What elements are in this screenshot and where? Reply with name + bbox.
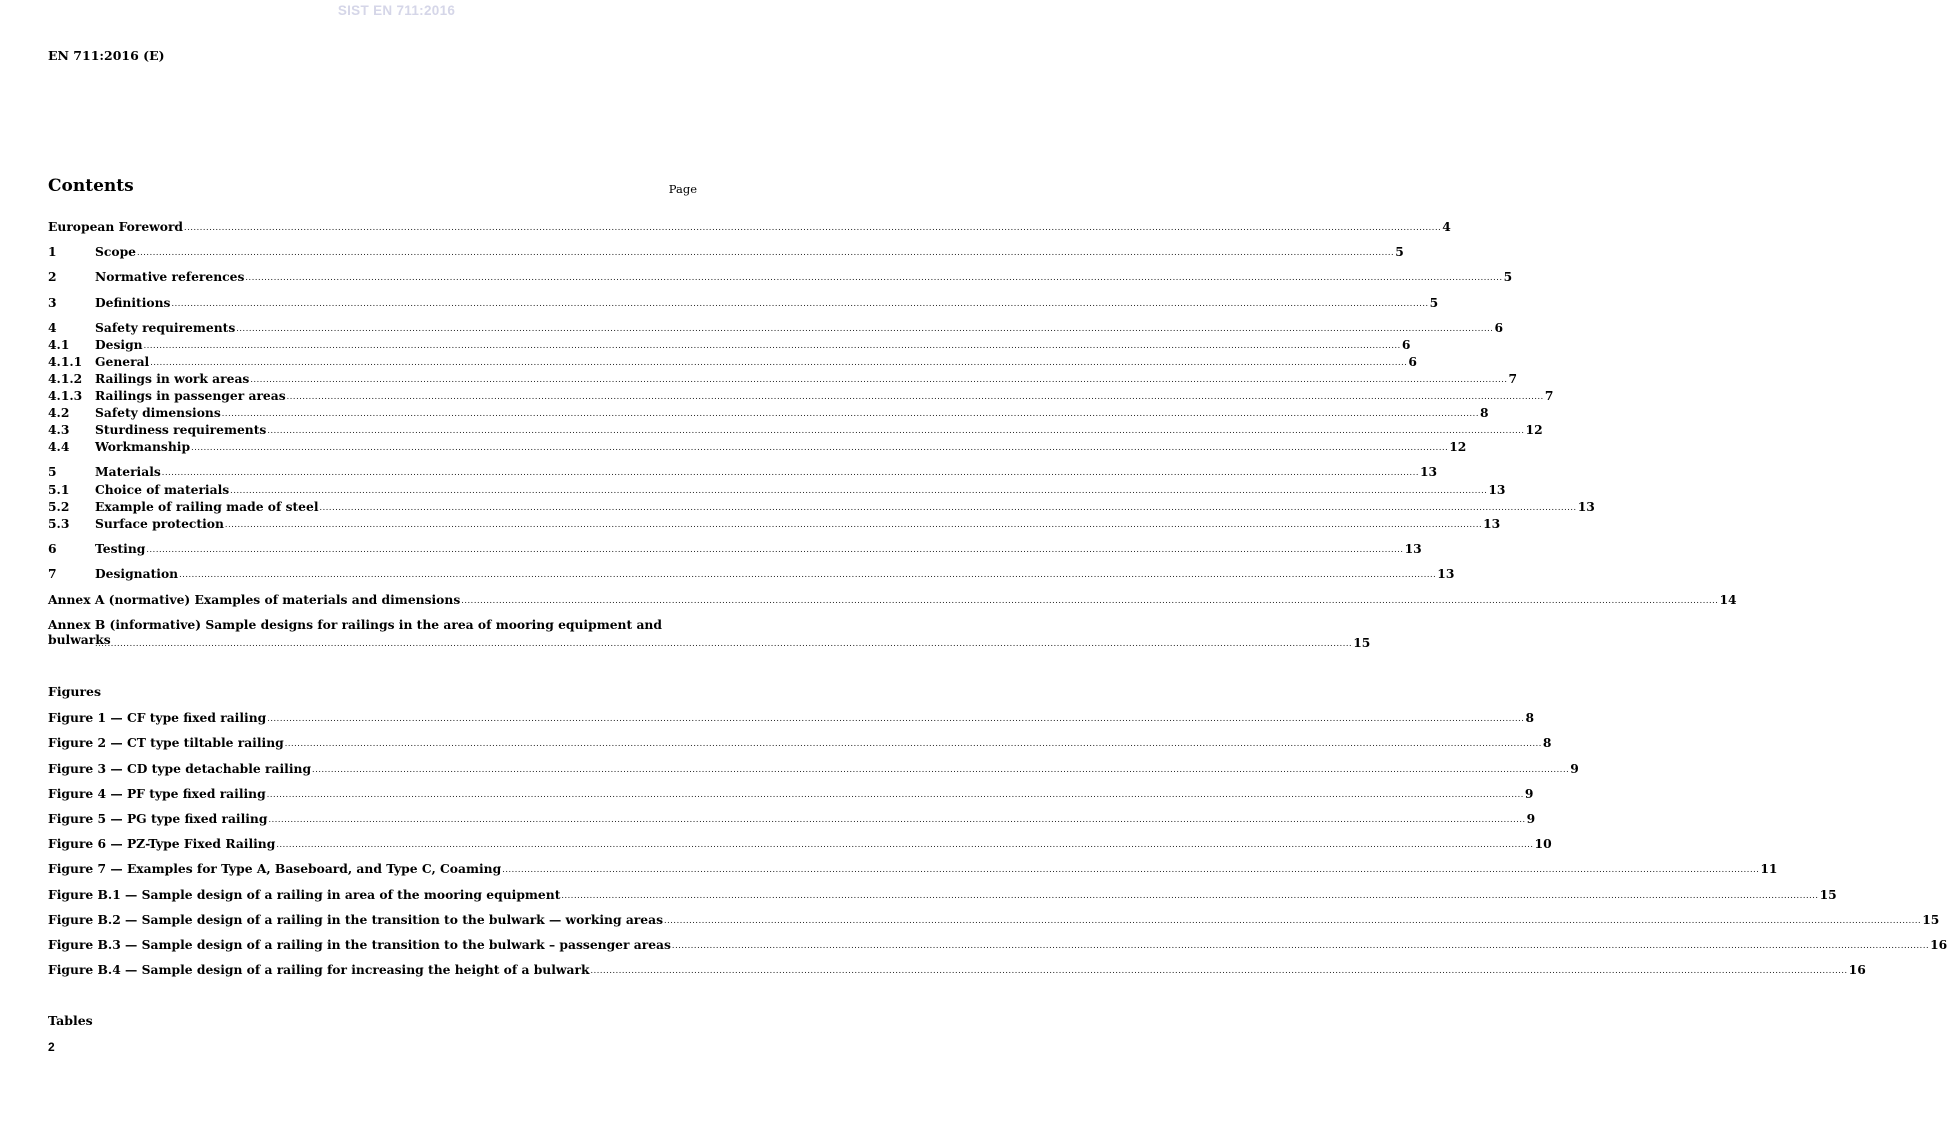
figure-entry[interactable] [48, 734, 1552, 750]
toc-entry-page: 7 [1544, 388, 1554, 403]
leader-dots: ................................................................................................................................................................................................................................................................................................................................................................................................................ [150, 358, 1408, 367]
figure-entry[interactable] [48, 911, 1940, 927]
toc-entry[interactable] [48, 243, 1404, 259]
leader-dots: ................................................................................................................................................................................................................................................................................................................................................................................................................ [266, 790, 1524, 799]
toc-entry[interactable] [48, 421, 1543, 437]
toc-entry-page: 6 [1401, 337, 1411, 352]
toc-entry-number: 4 [48, 320, 57, 335]
figure-entry-page: 11 [1760, 861, 1778, 876]
toc-entry-title: Testing [95, 541, 146, 556]
figure-entry-page: 15 [1922, 912, 1940, 927]
leader-dots: ................................................................................................................................................................................................................................................................................................................................................................................................................ [267, 714, 1525, 723]
leader-dots: ................................................................................................................................................................................................................................................................................................................................................................................................................ [664, 916, 1922, 925]
toc-entry-page: 12 [1449, 439, 1467, 454]
leader-dots: ................................................................................................................................................................................................................................................................................................................................................................................................................ [671, 941, 1930, 950]
figure-entry[interactable] [48, 810, 1536, 826]
toc-entry[interactable] [48, 463, 1438, 479]
leader-dots: ................................................................................................................................................................................................................................................................................................................................................................................................................ [286, 392, 1544, 401]
toc-entry-number: 1 [48, 244, 57, 259]
toc-entry-page: 13 [1483, 516, 1501, 531]
toc-entry-title: Sturdiness requirements [95, 422, 267, 437]
toc-entry-page: 13 [1419, 464, 1438, 479]
figure-entry[interactable] [48, 785, 1534, 801]
leader-dots: ................................................................................................................................................................................................................................................................................................................................................................................................................ [312, 765, 1570, 774]
leader-dots: ................................................................................................................................................................................................................................................................................................................................................................................................................ [590, 966, 1848, 975]
toc-entry-page: 4 [1442, 219, 1451, 234]
toc-entry[interactable] [48, 481, 1506, 497]
leader-dots: ................................................................................................................................................................................................................................................................................................................................................................................................................ [319, 503, 1577, 512]
leader-dots: ................................................................................................................................................................................................................................................................................................................................................................................................................ [191, 443, 1449, 452]
toc-entry[interactable] [48, 515, 1501, 531]
toc-entry-title: Example of railing made of steel [95, 499, 319, 514]
toc-entry-number: 2 [48, 269, 57, 284]
toc-entry-number: 4.1.2 [48, 371, 83, 386]
toc-entry-page: 13 [1404, 541, 1422, 556]
watermark: SIST EN 711:2016 [337, 3, 456, 18]
toc-entry-number: 4.3 [48, 422, 70, 437]
contents-heading: Contents [48, 176, 134, 196]
toc-entry-number: 6 [48, 541, 57, 556]
figure-entry[interactable] [48, 886, 1837, 902]
toc-entry-page: 5 [1395, 244, 1404, 259]
toc-entry-page: 15 [1353, 635, 1371, 650]
figure-entry-title: Figure B.3 — Sample design of a railing in the transition to the bulwark – passenger areas [48, 937, 671, 952]
toc-entry-number: 5.3 [48, 516, 70, 531]
toc-entry-page: 13 [1577, 499, 1595, 514]
toc-entry-title: Annex B (informative) Sample designs for railings in the area of mooring equipment and bulwarks [48, 617, 662, 647]
toc-entry-number: 3 [48, 295, 57, 310]
leader-dots: ................................................................................................................................................................................................................................................................................................................................................................................................................ [137, 248, 1395, 257]
leader-dots: ................................................................................................................................................................................................................................................................................................................................................................................................................ [236, 324, 1494, 333]
leader-dots: ................................................................................................................................................................................................................................................................................................................................................................................................................ [245, 273, 1503, 282]
toc-entry-title: Materials [95, 464, 161, 479]
toc-entry[interactable] [48, 404, 1489, 420]
toc-entry-page: 7 [1508, 371, 1518, 386]
toc-entry-title: Annex A (normative) Examples of materials and dimensions [48, 592, 461, 607]
figure-entry-title: Figure 4 — PF type fixed railing [48, 786, 266, 801]
toc-entry-foreword[interactable] [48, 218, 1451, 234]
leader-dots: ................................................................................................................................................................................................................................................................................................................................................................................................................ [502, 865, 1760, 874]
figure-entry-title: Figure 6 — PZ-Type Fixed Railing [48, 836, 276, 851]
toc-entry-annex-b-leader [94, 634, 1371, 650]
figure-entry-title: Figure 2 — CT type tiltable railing [48, 735, 284, 750]
leader-dots: ................................................................................................................................................................................................................................................................................................................................................................................................................ [268, 815, 1526, 824]
figure-entry[interactable] [48, 936, 1947, 952]
toc-entry-title: Designation [95, 566, 179, 581]
figure-entry-page: 16 [1930, 937, 1947, 952]
figure-entry[interactable] [48, 835, 1552, 851]
toc-entry-page: 6 [1494, 320, 1504, 335]
toc-entry-number: 5.1 [48, 482, 70, 497]
toc-entry-title: Normative references [95, 269, 245, 284]
figure-entry-page: 9 [1570, 761, 1579, 776]
toc-entry[interactable] [48, 498, 1595, 514]
toc-entry[interactable] [48, 565, 1455, 581]
toc-entry-number: 4.1.3 [48, 388, 83, 403]
document-id: EN 711:2016 (E) [48, 48, 165, 63]
leader-dots: ................................................................................................................................................................................................................................................................................................................................................................................................................ [221, 409, 1479, 418]
figure-entry[interactable] [48, 709, 1534, 725]
figure-entry-page: 16 [1848, 962, 1866, 977]
figure-entry-title: Figure 1 — CF type fixed railing [48, 710, 267, 725]
leader-dots: ................................................................................................................................................................................................................................................................................................................................................................................................................ [276, 840, 1534, 849]
leader-dots: ................................................................................................................................................................................................................................................................................................................................................................................................................ [250, 375, 1508, 384]
toc-entry-page: 12 [1525, 422, 1543, 437]
tables-heading: Tables [48, 1013, 93, 1028]
figure-entry[interactable] [48, 961, 1866, 977]
toc-entry[interactable] [48, 268, 1513, 284]
toc-entry-title: General [95, 354, 150, 369]
leader-dots: ................................................................................................................................................................................................................................................................................................................................................................................................................ [179, 570, 1437, 579]
figure-entry-title: Figure B.2 — Sample design of a railing in the transition to the bulwark — working areas [48, 912, 663, 927]
figure-entry-title: Figure 3 — CD type detachable railing [48, 761, 312, 776]
leader-dots: ................................................................................................................................................................................................................................................................................................................................................................................................................ [224, 520, 1483, 529]
figure-entry-page: 15 [1819, 887, 1837, 902]
toc-entry-page: 5 [1503, 269, 1513, 284]
leader-dots: ................................................................................................................................................................................................................................................................................................................................................................................................................ [184, 223, 1442, 232]
toc-entry[interactable] [48, 336, 1411, 352]
toc-entry-title: Railings in work areas [95, 371, 250, 386]
toc-entry-title: Railings in passenger areas [95, 388, 286, 403]
figure-entry-title: Figure B.4 — Sample design of a railing for increasing the height of a bulwark [48, 962, 590, 977]
toc-entry-page: 8 [1479, 405, 1489, 420]
toc-entry-title: Choice of materials [95, 482, 230, 497]
toc-entry-title: Workmanship [95, 439, 191, 454]
page-number: 2 [48, 1040, 55, 1054]
figure-entry-title: Figure 5 — PG type fixed railing [48, 811, 268, 826]
toc-entry-title: Definitions [95, 295, 171, 310]
figure-entry-title: Figure B.1 — Sample design of a railing in area of the mooring equipment [48, 887, 561, 902]
leader-dots: ................................................................................................................................................................................................................................................................................................................................................................................................................ [161, 468, 1419, 477]
toc-entry-page: 13 [1488, 482, 1506, 497]
toc-entry[interactable] [48, 370, 1518, 386]
leader-dots: ................................................................................................................................................................................................................................................................................................................................................................................................................ [561, 891, 1819, 900]
toc-entry-page: 5 [1429, 295, 1439, 310]
leader-dots: ................................................................................................................................................................................................................................................................................................................................................................................................................ [171, 299, 1429, 308]
leader-dots: ................................................................................................................................................................................................................................................................................................................................................................................................................ [461, 596, 1719, 605]
toc-entry-annex-a[interactable] [48, 591, 1737, 607]
toc-entry-number: 4.1.1 [48, 354, 83, 369]
toc-entry[interactable] [48, 294, 1439, 310]
page-column-label: Page [668, 182, 697, 196]
figure-entry-page: 8 [1525, 710, 1534, 725]
toc-entry[interactable] [48, 353, 1417, 369]
leader-dots: ................................................................................................................................................................................................................................................................................................................................................................................................................ [95, 639, 1353, 648]
figure-entry-page: 10 [1534, 836, 1552, 851]
toc-entry-title: Scope [95, 244, 136, 259]
toc-entry-page: 13 [1437, 566, 1455, 581]
toc-entry[interactable] [48, 438, 1467, 454]
toc-entry-number: 4.4 [48, 439, 70, 454]
toc-entry-number: 7 [48, 566, 57, 581]
toc-entry-number: 4.2 [48, 405, 70, 420]
toc-entry-title: Surface protection [95, 516, 224, 531]
figure-entry-page: 9 [1524, 786, 1534, 801]
toc-entry[interactable] [48, 540, 1422, 556]
toc-entry[interactable] [48, 319, 1504, 335]
toc-entry-title: European Foreword [48, 219, 184, 234]
leader-dots: ................................................................................................................................................................................................................................................................................................................................................................................................................ [284, 739, 1542, 748]
figure-entry[interactable] [48, 860, 1778, 876]
toc-entry-page: 6 [1408, 354, 1417, 369]
leader-dots: ................................................................................................................................................................................................................................................................................................................................................................................................................ [230, 486, 1488, 495]
leader-dots: ................................................................................................................................................................................................................................................................................................................................................................................................................ [143, 341, 1401, 350]
figure-entry-page: 9 [1526, 811, 1536, 826]
figure-entry-page: 8 [1542, 735, 1552, 750]
toc-entry-title: Design [95, 337, 143, 352]
toc-entry-title: Safety requirements [95, 320, 236, 335]
leader-dots: ................................................................................................................................................................................................................................................................................................................................................................................................................ [146, 545, 1404, 554]
figures-heading: Figures [48, 684, 102, 699]
toc-entry-number: 5 [48, 464, 57, 479]
figure-entry-title: Figure 7 — Examples for Type A, Baseboard, and Type C, Coaming [48, 861, 502, 876]
toc-entry-page: 14 [1719, 592, 1737, 607]
toc-entry-number: 4.1 [48, 337, 70, 352]
toc-entry[interactable] [48, 387, 1554, 403]
leader-dots: ................................................................................................................................................................................................................................................................................................................................................................................................................ [267, 426, 1525, 435]
toc-entry-title: Safety dimensions [95, 405, 221, 420]
figure-entry[interactable] [48, 760, 1579, 776]
toc-entry-number: 5.2 [48, 499, 70, 514]
